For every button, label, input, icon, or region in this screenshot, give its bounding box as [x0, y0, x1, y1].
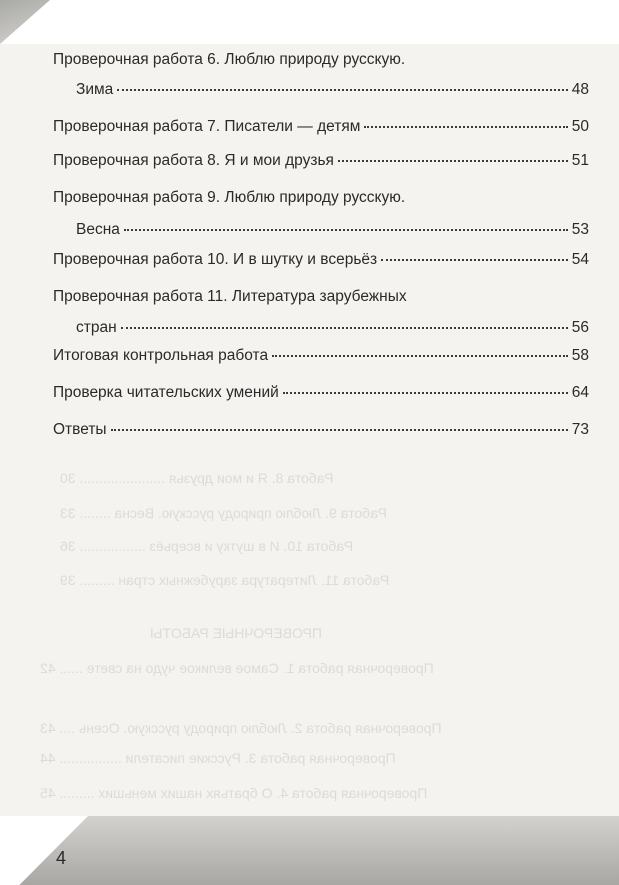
dot-leader	[111, 428, 568, 431]
toc-page-number: 53	[571, 221, 589, 238]
toc-entry-title: Проверочная работа 11. Литература зарубежных	[53, 288, 407, 305]
toc-entry-title: Проверочная работа 8. Я и мои друзья	[53, 152, 334, 169]
dot-leader	[283, 391, 568, 394]
toc-entry-title-cont: Весна	[76, 221, 120, 238]
dot-leader	[117, 88, 567, 91]
bottom-band	[0, 816, 619, 885]
toc-page-number: 56	[571, 319, 589, 336]
toc-page-number: 50	[571, 118, 589, 135]
toc-page-number: 73	[571, 421, 589, 438]
toc-entry-title: Итоговая контрольная работа	[53, 347, 269, 364]
dot-leader	[364, 125, 567, 128]
toc-page-number: 64	[571, 384, 589, 401]
toc-entry-title: Проверочная работа 6. Люблю природу русскую.	[53, 51, 406, 68]
dot-leader	[338, 159, 568, 162]
toc-page-number: 54	[571, 251, 589, 268]
dot-leader	[381, 258, 568, 261]
dot-leader	[124, 228, 568, 231]
top-margin	[0, 0, 619, 44]
toc-entry-title-cont: Зима	[76, 81, 114, 98]
toc-entry-title: Проверочная работа 9. Люблю природу русскую.	[53, 189, 406, 206]
page-number: 4	[56, 848, 67, 868]
toc-entry-title: Проверочная работа 7. Писатели — детям	[53, 118, 361, 135]
toc-entry-title: Ответы	[53, 421, 107, 438]
bleed-through-text: Работа 8. Я и мои друзья ...................... 30 Работа 9. Люблю природу русскую. Весна ........ 33 Работа 10. И в шутку и всерьёз ................. 36 Работа 11. Литература зарубежных стран ......... 39 ПРОВЕРОЧНЫЕ РАБОТЫ Проверочная работа 1. Самое великое чудо на свете ...... 42 Проверочная работа 2. Люблю природу русскую. Осень .... 43 Проверочная работа 3. Русские писатели ................ 44 Проверочная работа 4. О братьях наших меньших ......... 45	[40, 470, 442, 801]
dot-leader	[121, 326, 568, 329]
toc-entry-title-cont: стран	[76, 319, 117, 336]
toc-page-number: 51	[571, 152, 589, 169]
toc-page-number: 58	[571, 347, 589, 364]
toc-entry-title: Проверка читательских умений	[53, 384, 279, 401]
toc-entry-title: Проверочная работа 10. И в шутку и всерьёз	[53, 251, 378, 268]
toc-page-number: 48	[571, 81, 589, 98]
dot-leader	[272, 354, 568, 357]
